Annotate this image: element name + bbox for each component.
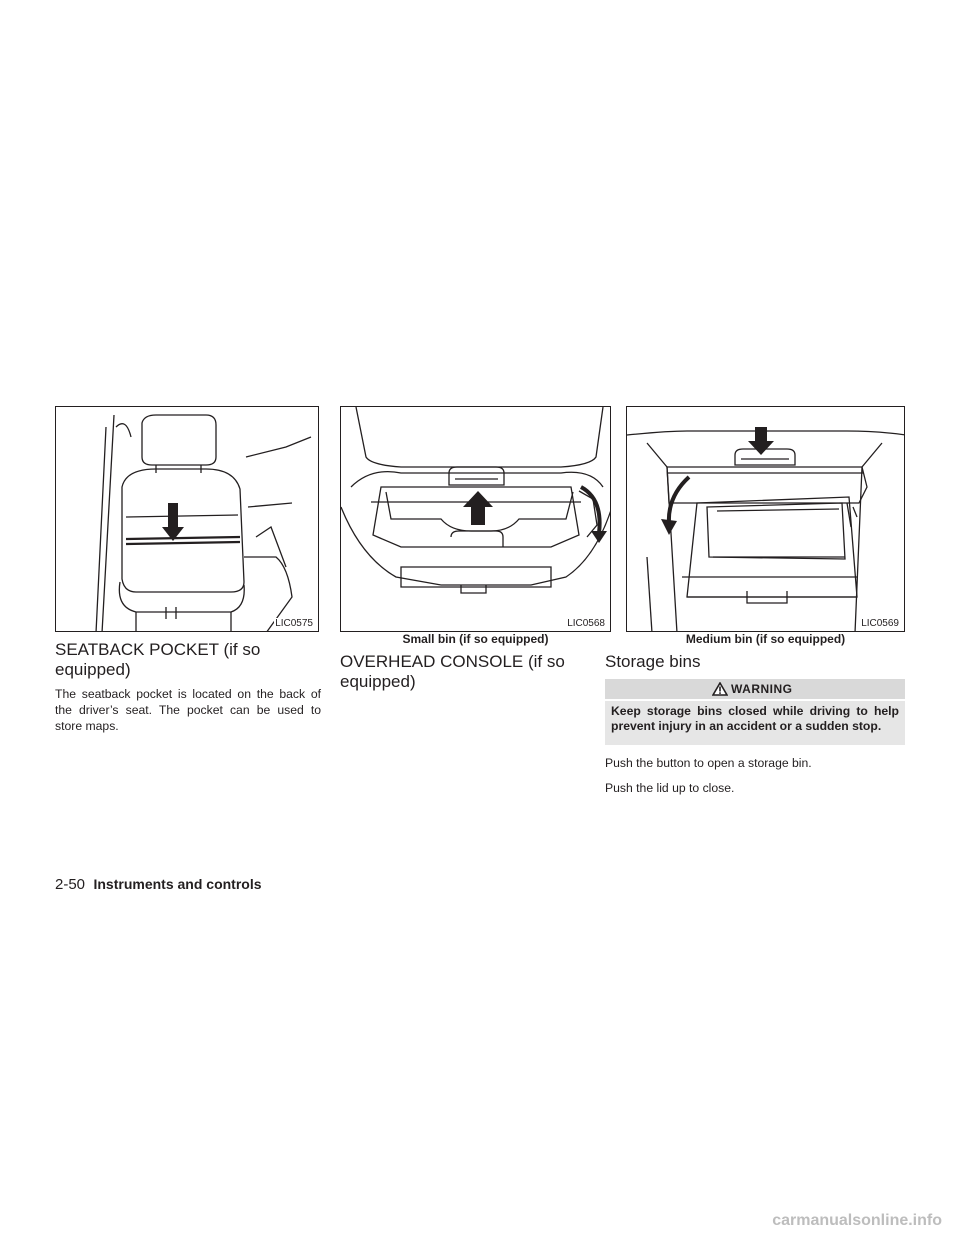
figure-small-bin <box>340 406 611 632</box>
page-footer <box>55 876 262 894</box>
figure-code: LIC0575 <box>275 618 313 629</box>
page-number: 2-50 <box>55 876 86 893</box>
section-heading: OVERHEAD CONSOLE (if so equipped) <box>340 652 565 691</box>
figure-seatback-pocket <box>55 406 319 632</box>
warning-text: Keep storage bins closed while driving to help prevent injury in an accident or a sudden stop. <box>605 701 905 745</box>
warning-triangle-icon <box>712 682 728 696</box>
seatback-section <box>55 640 321 734</box>
body-paragraph: Push the lid up to close. <box>605 781 735 795</box>
figure-medium-bin <box>626 406 905 632</box>
seatback-illustration <box>56 407 319 632</box>
figure-caption: Medium bin (if so equipped) <box>685 632 846 646</box>
figure-code: LIC0568 <box>567 618 605 629</box>
warning-header <box>605 679 905 699</box>
figure-code: LIC0569 <box>861 618 899 629</box>
figure-caption: Small bin (if so equipped) <box>402 632 549 646</box>
small-bin-illustration <box>341 407 611 632</box>
warning-label: WARNING <box>731 682 793 696</box>
body-paragraph: The seatback pocket is located on the back of the driver’s seat. The pocket can be used to store maps. <box>55 687 321 733</box>
medium-bin-illustration <box>627 407 905 632</box>
section-heading: Storage bins <box>605 652 701 671</box>
overhead-section <box>340 652 590 692</box>
section-heading: SEATBACK POCKET (if so equipped) <box>55 640 261 679</box>
section-title: Instruments and controls <box>93 876 262 892</box>
body-paragraph: Push the button to open a storage bin. <box>605 756 812 770</box>
storage-heading-wrap <box>605 652 905 672</box>
watermark: carmanualsonline.info <box>772 1212 942 1229</box>
